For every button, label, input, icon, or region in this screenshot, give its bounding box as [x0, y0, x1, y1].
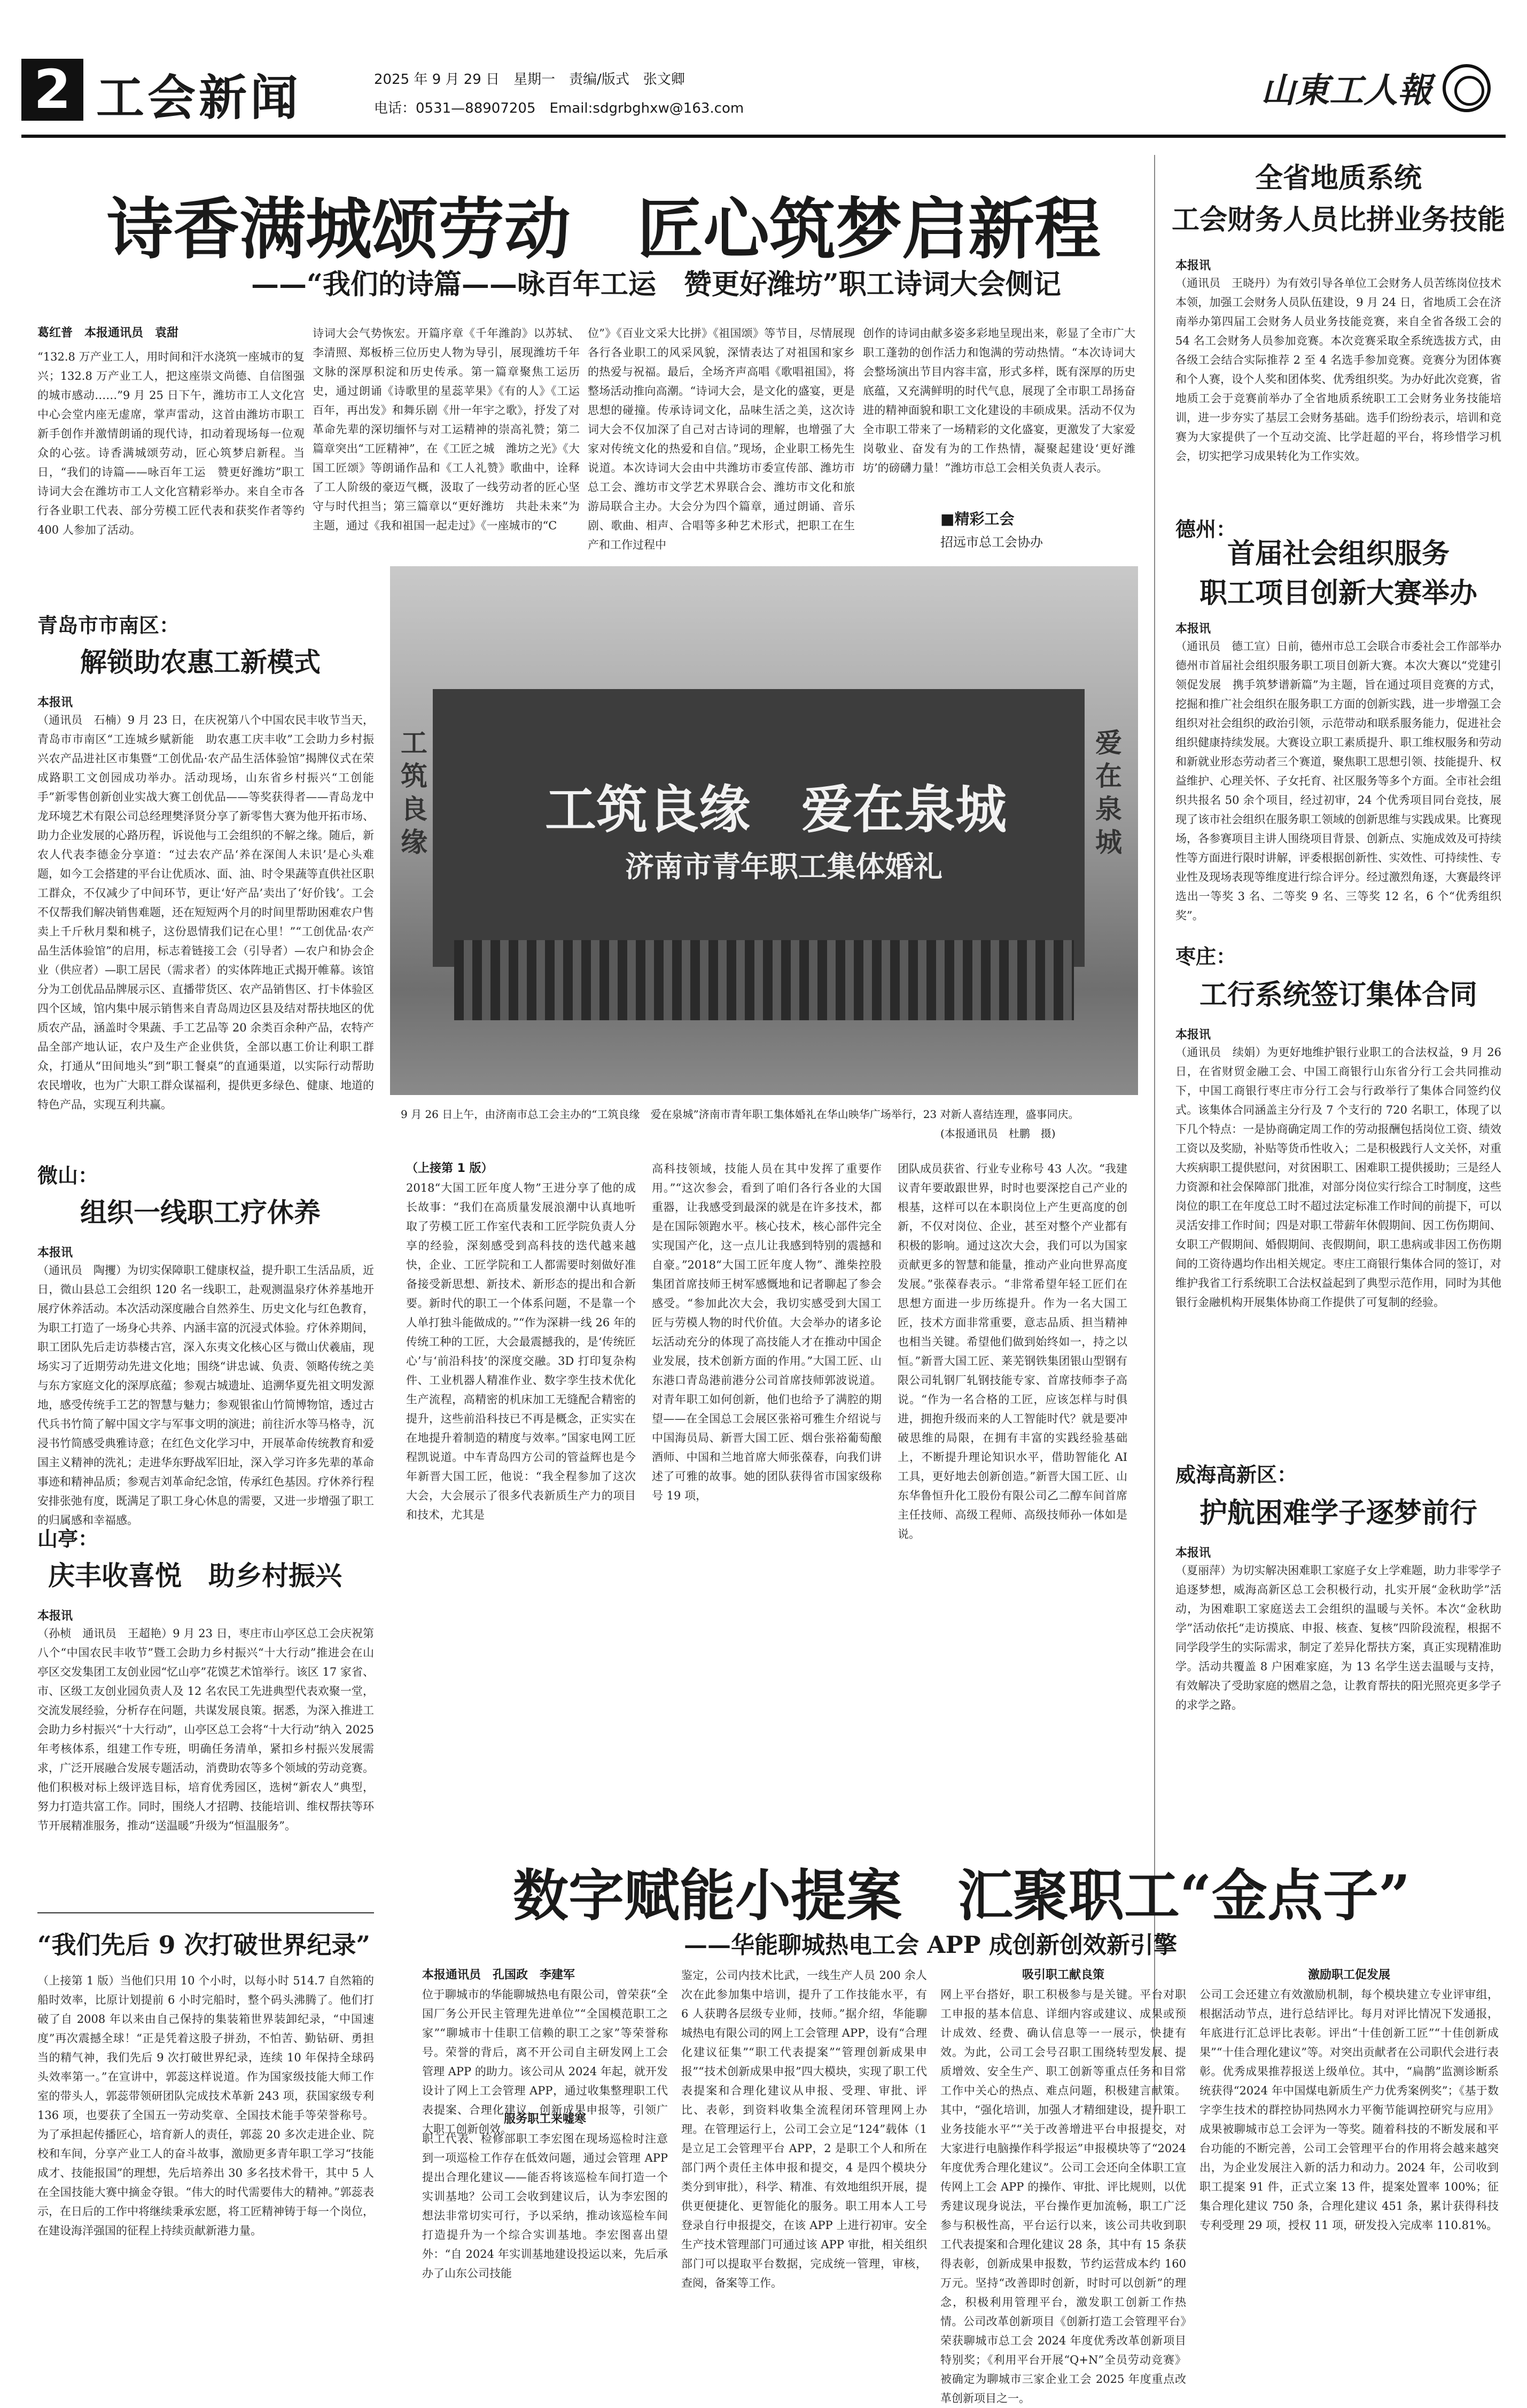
digital-col-2: 鉴定，公司内技术比武，一线生产人员 200 余人次在此参加集中培训，提升了工作技能水平，有 6 人获聘各层级专业师，技师。”据介绍，华能聊城热电有限公司的网上工会管理 APP，设有“合理化建议征集”“职工代表提案”“管理创新成果申报”“技术创新成果申报”四大模块，实现了职工代表提案和合理化建议从申报、受理、审批、评比、表彰，到资料收集全流程闭环管理网上办理。在管理运行上，公司工会立足“124”载体（1 是立足工会管理平台 APP，2 是职工个人和所在部门两个责任主体申报和提交，4 是四个模块分类分到审批），科学、精准、有效地组织开展，提供更便捷化、更智能化的服务。职工用本人工号登录自行申报提交，在该 APP 上进行初审。安全生产技术管理部门可通过该 APP 审批，相关组织部门可以提取平台数据，完成统一管理，审核，查阅，备案等工作。 — [681, 1969, 927, 2289]
digital-byline: 本报通讯员 孔国政 李建军 — [422, 1968, 575, 1982]
shanting-byline: 本报讯 — [37, 1609, 73, 1623]
shanting-text: （孙桢 通讯员 王超艳）9 月 23 日，枣庄市山亭区总工会庆祝第八个“中国农民丰收节”暨工会助力乡村振兴“十大行动”推进会在山亭区交发集团工友创业园“忆山亭”花馍艺术馆举行。该区 17 家省、市、区级工友创业园负责人及 12 名农民工先进典型代表欢聚一堂，交流发展经验，分析存在问题，共谋发展良策。据悉，为深入推进工会助力乡村振兴“十大行动”，山亭区总工会将“十大行动”纳入 2025 年考核体系，组建工作专班，明确任务清单，紧扣乡村振兴发展需求，广泛开展融合发展专题活动，消费助农等多个领域的劳动竞赛。他们积极对标上级评选目标，培育优秀园区，选树“新农人”典型，努力打造共富工作。同时，围绕人才招聘、技能培训、维权帮扶等环节开展精准服务，推动“送温暖”升级为“恒温服务”。 — [37, 1627, 374, 1832]
weihai-byline: 本报讯 — [1175, 1546, 1211, 1560]
wedding-photo — [390, 566, 1138, 1095]
lead-col-3: 位”》《百业文采大比拼》《祖国颂》等节目，尽情展现各行各业职工的风采风貌，深情表达了对祖国和家乡的热爱与祝福。最后，全场齐声高唱《歌唱祖国》，将整场活动推向高潮。“诗词大会，是文化的盛宴，更是思想的碰撞。传承诗词文化，品味生活之美，这次诗词大会不仅加深了自己对古诗词的理解，也增强了大家对传统文化的热爱和自信。”现场，企业职工杨先生说道。本次诗词大会由中共潍坊市委宣传部、潍坊市总工会、潍坊市文学艺术界联合会、潍坊市文化和旅游局联合主办。大会分为四个篇章，通过朗诵、音乐剧、歌曲、相声、合唱等多种艺术形式，把职工在生产和工作过程中 — [588, 327, 855, 551]
lead-col-2: 诗词大会气势恢宏。开篇序章《千年潍韵》以苏轼、李清照、郑板桥三位历史人物为导引，展现潍坊千年文脉的深厚积淀和历史传承。第一篇章聚焦工运历史，通过朗诵《诗歌里的星蕊苹果》《有的人》《工运百年，再出发》和舞乐剧《卅一年宇之歌》，抒发了对革命先辈的深切缅怀与对工运精神的崇高礼赞；第二篇章突出“工匠精神”，在《工匠之城 潍坊之光》《大国工匠颂》等朗诵作品和《工人礼赞》歌曲中，诠释了工人阶级的豪迈气概，汲取了一线劳动者的匠心坚守与时代担当；第三篇章以“更好潍坊 共赴未来”为主题，通过《我和祖国一起走过》《一座城市的“C — [313, 327, 580, 532]
digital-sub-2: 吸引职工献良策 — [1022, 1968, 1104, 1982]
craftsmen-col-2: 高科技领域，技能人员在其中发挥了重要作用。”“这次参会，看到了咱们各行各业的大国重器，让我感受到最深的就是在许多技术，都是在国际领跑水平。核心技术，核心部件完全实现国产化，这一点儿让我感到特别的震撼和自豪。”2018“大国工匠年度人物”、潍柴控股集团首席技师王树军感慨地和记者聊起了参会感受。“参加此次大会，我切实感受到大国工匠与劳模人物的时代价值。大会举办的诸多论坛活动充分的体现了高技能人才在推动中国企业发展，技术创新方面的作用。”大国工匠、山东港口青岛港前港分公司首席技师郭波说道。对青年职工如何创新，他们也给予了满腔的期望——在全国总工会展区张裕可雅生介绍说与中国海员局、新晋大国工匠、烟台张裕葡萄酿酒师、中国和兰地首席大师张葆春，向我们讲述了可雅的故事。她的团队获得省市国家级称号 19 项， — [652, 1162, 882, 1502]
digital-sub-1: 服务职工来嘘寒 — [503, 2113, 586, 2126]
qingdao-text: （通讯员 石楠）9 月 23 日，在庆祝第八个中国农民丰收节当天，青岛市市南区“工连城乡赋新能 助农惠工庆丰收”工会助力乡村振兴农产品进社区市集暨“工创优品·农产品生活体验馆”揭牌仪式在荣成路职工文创园成功举办。活动现场，山东省乡村振兴“工创能手”新零售创新创业实战大赛工创优品——等奖获得者——青岛龙中龙环境艺术有限公司总经理樊泽贤分享了新零售大赛为他开拓市场、助力企业发展的心路历程，诉说他与工会组织的不解之缘。随后，新农人代表李德金分享道：“过去农产品‘养在深闺人未识’是心头难题，如今工会搭建的平台让优质冰、面、油、时令果蔬等直供社区职工群众，不仅减少了中间环节，更让‘好产品’卖出了‘好价钱’。工会不仅帮我们解决销售难题，还在短短两个月的时间里帮助困难农户售卖上千斤秋月梨和桃子，这份恩情我们记在心里！”“工创优品·农产品生活体验馆”的启用，标志着链接工会（引导者）—农户和协会企业（供应者）—职工居民（需求者）的实体阵地正式揭开帷幕。该馆分为工创优品品牌展示区、直播带货区、农产品销售区、打卡体验区四个区域，馆内集中展示销售来自青岛周边区县及结对帮扶地区的优质农产品，涵盖时令果蔬、手工艺品等 20 余类百余种产品，农特产品全部产地认证，农户及生产企业供货，全部以惠工价让利职工群众，打通从“田间地头”到“职工餐桌”的直通渠道，以实际行动帮助农民增收，也为广大职工群众谋福利，提供更多绿色、健康、地道的特色产品，实现互利共赢。 — [37, 714, 374, 1111]
qingdao-byline: 本报讯 — [37, 696, 73, 709]
weishan-byline: 本报讯 — [37, 1246, 73, 1260]
zaozhuang-byline: 本报讯 — [1175, 1028, 1211, 1042]
couples-crowd — [454, 940, 1074, 1020]
geology-byline: 本报讯 — [1175, 259, 1211, 272]
header-rule — [21, 135, 1506, 138]
weihai-location: 威海高新区： — [1175, 1463, 1298, 1487]
geology-text: （通讯员 王晓丹）为有效引导各单位工会财务人员苦练岗位技术本领，加强工会财务人员队伍建设，9 月 24 日，省地质工会在济南举办第四届工会财务人员业务技能竞赛，来自全省各级工会的 54 名工会财务人员参加竞赛。本次竞赛采取全系统选拔方式，由各级工会结合实际推荐 2 至 4 名选手参加竞赛。竞赛分为团体赛和个人赛，设个人奖和团体奖、优秀组织奖。为办好此次竞赛，省地质工会于竞赛前举办了全省地质系统职工工会财务业务技能培训，进一步夯实了基层工会财务基础。选手们纷纷表示，培训和竞赛为大家提供了一个互动交流、比学赶超的平台，将珍惜学习机会，切实把学习成果转化为工作实效。 — [1175, 277, 1501, 463]
dezhou-location: 德州： — [1175, 518, 1237, 541]
qingdao-location: 青岛市市南区： — [37, 614, 180, 637]
newspaper-logo: 山東工人報 — [1261, 71, 1432, 111]
record-headline: “我们先后 9 次打破世界纪录” — [37, 1930, 370, 1959]
photo-credit: (本报通讯员 杜鹏 摄) — [940, 1127, 1056, 1140]
lead-col-4: 创作的诗词由献多姿多彩地呈现出来，彰显了全市广大职工蓬勃的创作活力和饱满的劳动热情。“本次诗词大会整场演出节目内容丰富，形式多样，既有深厚的历史底蕴，又充满鲜明的时代气息，展现了全市职工昂扬奋进的精神面貌和职工文化建设的丰硕成果。活动不仅为全市职工带来了一场精彩的文化盛宴，更激发了大家爱岗敬业、奋发有为的工作热情，凝聚起建设‘更好潍坊’的磅礴力量！”潍坊市总工会相关负责人表示。 — [863, 327, 1135, 474]
weishan-headline: 组织一线职工疗休养 — [80, 1197, 321, 1228]
record-text: （上接第 1 版）当他们只用 10 个小时，以每小时 514.7 自然箱的船时效率，比原计划提前 6 小时完船时，整个码头沸腾了。他们打破了自 2008 年以来由自己保持的集装箱世界装卸纪录，“中国速度”再次震撼全球！“正是凭着这股子拼劲，不怕苦、勤钻研、勇担当的精气神，我们先后 9 次打破世界纪录，连续 10 年保持全球码头效率第一。”在宣讲中，郭蕊这样说道。作为国家级技能大师工作室的带头人，郭蕊带领研团队完成技术革新 243 项，获国家级专利 136 项，也要获了全国五一劳动奖章、全国技术能手等荣誉称号。为了承担起传播匠心，培育新人的责任，郭蕊 20 多次走进企业、院校和车间，分享产业工人的奋斗故事，激励更多青年职工学习“技能成才、技能报国”的理想，先后培养出 30 多名技术骨干，其中 5 人在全国技能大赛中摘金夺银。“伟大的时代需要伟大的精神。”郭蕊表示，在日后的工作中将继续秉承宏愿，将工匠精神铸于每一个岗位，在建设海洋强国的征程上持续贡献新港力量。 — [37, 1974, 374, 2237]
weihai-text: （夏丽萍）为切实解决困难职工家庭子女上学难题，助力非零学子追逐梦想，威海高新区总工会积极行动，扎实开展“金秋助学”活动，为困难职工家庭送去工会组织的温暖与关怀。本次“金秋助学”活动依托“走访摸底、申报、核查、复核”四阶段流程，根据不同学段学生的实际需求，制定了差异化帮扶方案，真正实现精准助学。活动共覆盖 8 户困难家庭，为 13 名学生送去温暖与支持，有效解决了受助家庭的燃眉之急，让教育帮扶的阳光照亮更多学子的求学之路。 — [1175, 1564, 1501, 1711]
photo-caption: 9 月 26 日上午，由济南市总工会主办的“工筑良缘 爱在泉城”济南市青年职工集体婚礼在华山映华广场举行，23 对新人喜结连理，盛事同庆。 — [401, 1108, 1079, 1121]
dezhou-text: （通讯员 德工宣）日前，德州市总工会联合市委社会工作部举办德州市首届社会组织服务职工项目创新大赛。本次大赛以“党建引领促发展 携手筑梦谱新篇”为主题，旨在通过项目竞赛的方式，挖掘和推广社会组织在服务职工方面的创新实践，进一步增强工会组织对社会组织的政治引领，示范带动和联系服务能力，促进社会组织健康持续发展。大赛设立职工素质提升、职工维权服务和劳动和新就业形态劳动者三个赛道，聚焦职工思想引领、技能提升、权益维护、心理关怀、子女托育、社区服务等多个方面。全市社会组织共报名 50 余个项目，经过初审，24 个优秀项目同台竞技，展现了该市社会组织在服务职工领域的创新思维与实践成果。比赛现场，各参赛项目主讲人围绕项目背景、创新点、实施成效及可持续性等方面进行限时讲解，评委根据创新性、实效性、可持续性、专业性及现场表现等维度进行综合评分。经过激烈角逐，大赛最终评选出一等奖 3 名、二等奖 9 名、三等奖 12 名，6 个“优秀组织奖”。 — [1175, 640, 1501, 922]
qingdao-lead — [91, 690, 374, 709]
dezhou-byline: 本报讯 — [1175, 622, 1211, 636]
digital-col-1: 位于聊城市的华能聊城热电有限公司，曾荣获“全国厂务公开民主管理先进单位”“全国模范职工之家”“聊城市十佳职工信赖的职工之家”等荣誉称号。荣誉的背后，离不开公司自主研发网上工会管理 APP 的助力。该公司从 2024 年起，就开发设计了网上工会管理 APP，通过收集整理职工代表提案、合理化建议、创新成果申报等，引领广大职工创新创效。 — [422, 1988, 668, 2136]
right-vertical-banner: 爱在泉城 — [1095, 728, 1122, 858]
zaozhuang-text: （通讯员 续娟）为更好地维护银行业职工的合法权益，9 月 26 日，在省财贸金融工会、中国工商银行山东省分行工会共同推动下，中国工商银行枣庄市分行工会与行政举行了集体合同签约仪式。该集体合同涵盖主分行及 7 个支行的 720 名职工，体现了以下几个特点：一是协商确定周工作的劳动报酬包括岗位工资、绩效工资以及奖励，补贴等货币性收入；二是积极践行人文关怀，对重大疾病职工提供慰问，对贫困职工、困难职工提供援助；三是经人力资源和社会保障部门批准，对部分岗位实行综合工时制度，这些岗位的职工在年度总工时不超过法定标准工作时间的前提下，可以灵活安排工作时间；四是对职工带薪年休假期间、因工伤伤期间、女职工产假期间、婚假期间、丧假期间，职工患病或非因工伤伤期间的工资待遇均作出相关规定。枣庄工商银行集体合同的签订，对维护我省工行系统职工合法权益起到了典型示范作用，同时为其他银行金融机构开展集体协商工作提供了可复制的经验。 — [1175, 1046, 1501, 1309]
shanting-headline: 庆丰收喜悦 助乡村振兴 — [48, 1560, 342, 1591]
weihai-headline: 护航困难学子逐梦前行 — [1199, 1497, 1477, 1529]
digital-sub-3: 激励职工促发展 — [1307, 1968, 1390, 1982]
column-divider — [1154, 155, 1155, 2131]
continued-marker: （上接第 1 版） — [406, 1162, 493, 1175]
craftsmen-col-3: 团队成员获省、行业专业称号 43 人次。“我建议青年要敢跟世界，时时也要深挖自己产业的根基，这样可以在本职岗位上产生更高度的创新，不仅对岗位、企业，甚至对整个产业都有积极的影响。通过这次大会，我们可以为国家贡献更多的智慧和能量，推动产业向世界高度发展。”张葆春表示。“非常希望年轻工匠们在思想方面进一步历练提升。作为一名大国工匠，技术方面非常重要，意志品质、担当精神也相当关键。希望他们做到始终如一，持之以恒。”新晋大国工匠、莱芜钢铁集团银山型钢有限公司轧钢厂轧钢技能专家、首席技师李子高说。“作为一名合格的工匠，应该怎样与时俱进，拥抱升级而来的人工智能时代？就是要冲破思维的局限，在拥有丰富的实践经验基础上，不断提升理论知识水平，借助智能化 AI 工具，更好地去创新创造。”新晋大国工匠、山东华鲁恒升化工股份有限公司乙二醇车间首席主任技师、高级工程师、高级技师孙一体如是说。 — [898, 1162, 1127, 1541]
banner-sub-text: 济南市青年职工集体婚礼 — [625, 850, 942, 884]
zaozhuang-headline: 工行系统签订集体合同 — [1199, 979, 1477, 1011]
zaozhuang-location: 枣庄： — [1175, 945, 1237, 968]
union-emblem-icon — [1443, 64, 1491, 112]
page-number: 2 — [21, 59, 83, 121]
digital-col-3: 网上平台搭好，职工积极参与是关键。平台对职工申报的基本信息、详细内容或建议、成果或预计成效、经费、确认信息等一一展示，快捷有效。为此，公司工会号召职工围绕转型发展、提质增效、安全生产、职工创新等重点任务和目常工作中关心的热点、难点问题，积极建言献策。其中，“强化培训，加强人才精细建设，提升职工业务技能水平”“关于改善增进平台申报提交，对大家进行电脑操作科学报运”申报模块等了“2024 年度优秀合理化建议”。公司工会还向全体职工宣传网上工会 APP 的操作、审批、评比规则，以优秀建议现身说法，平台操作更加流畅，职工广泛参与积极性高，平台运行以来，该公司共收到职工代表提案和合理化建议 28 条，其中有 15 条获得表彰，创新成果申报数，节约运营成本约 160 万元。坚持“改善即时创新，时时可以创新”的理念，积极利用管理平台，激发职工创新工作热情。公司改革创新项目《创新打造工会管理平台》荣获聊城市总工会 2024 年度优秀改革创新项目特别奖；《利用平台开展“Q+N”全员劳动竞赛》被确定为聊城市三家企业工会 2025 年度重点改革创新项目之一。 — [940, 1988, 1186, 2405]
column-tag-sub: 招远市总工会协办 — [940, 535, 1043, 550]
column-tag: ■精彩工会 — [940, 510, 1015, 528]
digital-headline: 数字赋能小提案 汇聚职工“金点子” — [513, 1863, 1411, 1928]
weishan-text: （通讯员 陶攫）为切实保障职工健康权益，提升职工生活品质，近日，微山县总工会组织 120 名一线职工，赴观测温泉疗休养基地开展疗休养活动。本次活动深度融合自然养生、历史文化与红色教育，为职工打造了一场身心共养、内涵丰富的沉浸式体验。疗休养期间，职工团队先后走访恭楼古宫，深入东夷文化核心区与微山伏羲庙，现场实习了近期劳动先进文化地；围绕“讲忠诚、负责、领略传统之美与东方家庭文化的深厚底蕴；参观古城遗址、追溯华夏先祖文明发源地，感受传统手工艺的智慧与魅力；参观银雀山竹简博物馆，透过古代兵书竹简了解中国文字与军事文明的演进；前往沂水等马格寺，沉浸书竹简感受典雅诗意；在红色文化学习中，开展革命传统教育和爱国主义精神的洗礼；走进华东野战军旧址，深入学习许多先辈的革命事迹和精神品质；参观吉刘革命纪念馆，传承红色基因。疗休养行程安排张弛有度，既满足了职工身心休息的需要，又进一步增强了职工的归属感和幸福感。 — [37, 1264, 374, 1527]
lead-col-1: “132.8 万产业工人，用时间和汗水浇筑一座城市的复兴；132.8 万产业工人，把这座崇文尚德、自信图强的城市感动……”9 月 25 日下午，潍坊市工人文化宫中心会堂内座无虚席，掌声雷动，这首由潍坊市职工新手创作并激情朗诵的现代诗，扣动着现场每一位观众的心弦。诗香满城颂劳动，匠心筑梦启新程。当日，“我们的诗篇——咏百年工运 赞更好潍坊”职工诗词大会在潍坊市工人文化宫精彩举办。来自全市各行各业职工代表、部分劳模工匠代表和获奖作者等约 400 人参加了活动。 — [37, 350, 305, 536]
digital-col-4: 公司工会还建立有效激励机制，每个模块建立专业评审组，根据活动节点，进行总结评比。每月对评比情况下发通报，年底进行汇总评比表彰。评出“十佳创新工匠”“十佳创新成果”“十佳合理化建议”等。对突出贡献者在公司职代会进行表彰。优秀成果推荐报送上级单位。其中，“扁鹊”监测诊断系统获得“2024 年中国煤电新质生产力优秀案例奖”；《基于数字孪生技术的群控协同热网水力平衡节能调控研究与应用》成果被聊城市总工会评为一等奖。随着科技的不断发展和平台功能的不断完善，公司工会管理平台的作用将会越来越突出，为企业发展注入新的活力和动力。2024 年，公司收到职工提案 91 件，正式立案 13 件，提案处置率 100%；征集合理化建议 750 条，合理化建议 451 条，累计获得科技专利受理 29 项，授权 11 项，研发投入完成率 110.81%。 — [1199, 1988, 1499, 2232]
qingdao-headline: 解锁助农惠工新模式 — [80, 646, 321, 678]
lead-headline: 诗香满城颂劳动 匠心筑梦启新程 — [107, 191, 1101, 268]
geology-headline: 全省地质系统 工会财务人员比拼业务技能 — [1171, 162, 1505, 236]
left-vertical-banner: 工筑良缘 — [401, 728, 427, 858]
lead-byline: 葛红普 本报通讯员 袁甜 — [37, 326, 179, 340]
record-rule — [37, 1912, 374, 1913]
craftsmen-col-1: 2018“大国工匠年度人物”王进分享了他的成长故事：“我们在高质量发展浪潮中认真地听取了劳模工匠工作室代表和工匠学院负责人分享的经验，深刻感受到高科技的迭代越来越快，企业、工匠学院和工人都需要时刻做好准备接受新思想、新技术、新形态的提出和合新要。新时代的职工一个体系问题，不是靠一个人单打独斗能做成的。”“作为深耕一线 26 年的传统工种的工匠，大会最震撼我的，是‘传统匠心’与‘前沿科技’的深度交融。3D 打印复杂构件、工业机器人精准作业、数字孪生技术优化生产流程，高精密的机床加工无缝配合精密的提升，这些前沿科技已不再是概念，正实实在在地提升着制造的精度与效率。”国家电网工匠程凯说道。中车青岛四方公司的管益辉也是今年新晋大国工匠，他说：“我全程参加了这次大会，大会展示了很多代表新质生产力的项目和技术，尤其是 — [406, 1182, 636, 1521]
weishan-location: 微山： — [37, 1164, 99, 1187]
contact-line: 电话：0531—88907205 Email:sdgrbghxw@163.com — [374, 100, 744, 116]
lead-subtitle: ——“我们的诗篇——咏百年工运 赞更好潍坊”职工诗词大会侧记 — [251, 268, 1061, 301]
shanting-location: 山亭： — [37, 1527, 99, 1551]
banner-main-text: 工筑良缘 爱在泉城 — [545, 779, 1007, 840]
digital-subtitle: ——华能聊城热电工会 APP 成创新创效新引擎 — [684, 1932, 1177, 1959]
craftsmen-block — [390, 1159, 1138, 1843]
section-title: 工会新闻 — [96, 69, 301, 126]
date-line: 2025 年 9 月 29 日 星期一 责编/版式 张文卿 — [374, 72, 685, 88]
dezhou-headline: 首届社会组织服务 职工项目创新大赛举办 — [1199, 537, 1477, 609]
digital-col-1b: 职工代表、检修部职工李宏图在现场巡检时注意到一项巡检工作存在低效问题，通过会管理 APP 提出合理化建议——能否将该巡检车间打造一个实训基地？公司工会收到建议后，认为李宏图的想法非常切实可行，予以采纳，推动该巡检车间打造提升为一个综合实训基地。李宏图喜出望外：“自 2024 年实训基地建设投运以来，先后承办了山东公司技能 — [422, 2132, 668, 2280]
